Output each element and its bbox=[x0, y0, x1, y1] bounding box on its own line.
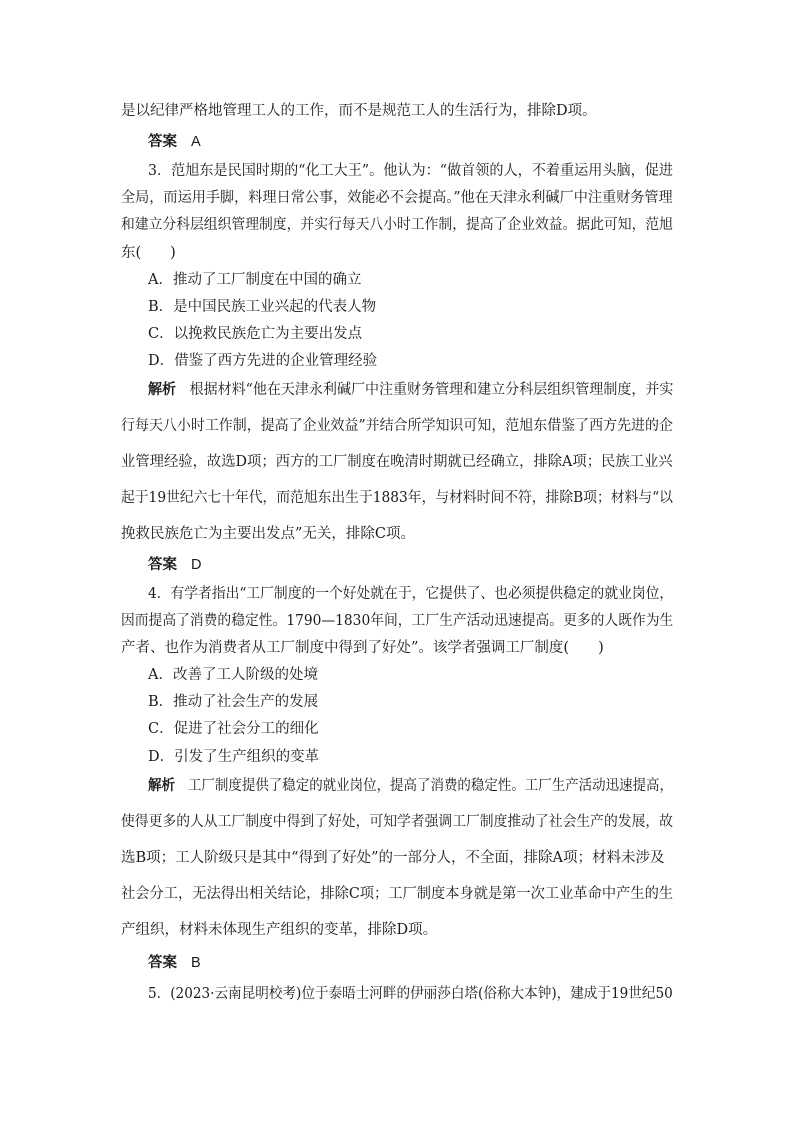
explanation-4-line-4: 社会分工，无法得出相关结论，排除C项；工厂制度本身就是第一次工业革命中产生的生 bbox=[121, 886, 674, 902]
explanation-text: 根据材料“他在天津永利碱厂中注重财务管理和建立分科层组织管理制度，并实 bbox=[189, 382, 674, 398]
question-4-option-d: D．引发了生产组织的变革 bbox=[148, 749, 320, 765]
question-5-line-1: 5．(2023·云南昆明校考)位于泰晤士河畔的伊丽莎白塔(俗称大本钟)，建成于19世纪50 bbox=[148, 986, 673, 1002]
question-4-option-c: C．促进了社会分工的细化 bbox=[148, 721, 319, 737]
explanation-3-line-4: 起于19世纪六七十年代，而范旭东出生于1883年，与材料时间不符，排除B项；材料与“以 bbox=[121, 490, 673, 506]
question-3-option-d: D．借鉴了西方先进的企业管理经验 bbox=[148, 353, 378, 369]
answer-label: 答案 bbox=[148, 955, 177, 971]
answer-q2 bbox=[148, 132, 201, 152]
explanation-3-line-1 bbox=[148, 380, 673, 400]
question-3-line-3: 和建立分科层组织管理制度，并实行每天八小时工作制，提高了企业效益。据此可知，范旭 bbox=[121, 217, 673, 233]
question-4-line-3: 产者、也作为消费者从工厂制度中得到了好处”。该学者强调工厂制度( ) bbox=[121, 640, 604, 656]
explanation-label: 解析 bbox=[148, 382, 177, 398]
explanation-4-line-2: 使得更多的人从工厂制度中得到了好处，可知学者强调工厂制度推动了社会生产的发展，故 bbox=[121, 814, 673, 830]
explanation-3-line-3: 业管理经验，故选D项；西方的工厂制度在晚清时期就已经确立，排除A项；民族工业兴 bbox=[121, 454, 673, 470]
question-4-line-1: 4．有学者指出“工厂制度的一个好处就在于，它提供了、也必须提供稳定的就业岗位， bbox=[148, 586, 674, 602]
explanation-label: 解析 bbox=[148, 778, 175, 794]
question-3-line-4: 东( ) bbox=[121, 245, 176, 261]
question-4-option-b: B．推动了社会生产的发展 bbox=[148, 694, 319, 710]
explanation-3-line-5: 挽救民族危亡为主要出发点”无关，排除C项。 bbox=[121, 526, 416, 542]
question-4-option-a: A．改善了工人阶级的处境 bbox=[148, 667, 318, 683]
explanation-4-line-5: 产组织，材料未体现生产组织的变革，排除D项。 bbox=[121, 922, 438, 938]
question-3-option-b: B．是中国民族工业兴起的代表人物 bbox=[148, 299, 377, 315]
question-4-line-2: 因而提高了消费的稳定性。1790—1830年间，工厂生产活动迅速提高。更多的人既作为生 bbox=[121, 613, 674, 629]
question-3-line-1: 3．范旭东是民国时期的“化工大王”。他认为：“做首领的人，不着重运用头脑，促进 bbox=[148, 163, 673, 179]
question-3-option-c: C．以挽救民族危亡为主要出发点 bbox=[148, 326, 363, 342]
explanation-4-line-3: 选B项；工人阶级只是其中“得到了好处”的一部分人，不全面，排除A项；材料未涉及 bbox=[121, 850, 665, 866]
answer-q3 bbox=[148, 555, 201, 575]
answer-q4 bbox=[148, 953, 201, 973]
explanation-text: 工厂制度提供了稳定的就业岗位，提高了消费的稳定性。工厂生产活动迅速提高， bbox=[187, 778, 673, 794]
answer-value: D bbox=[191, 557, 202, 573]
answer-value: A bbox=[191, 134, 201, 150]
explanation-tail-line: 是以纪律严格地管理工人的工作，而不是规范工人的生活行为，排除D项。 bbox=[121, 103, 597, 119]
answer-value: B bbox=[191, 955, 201, 971]
question-3-option-a: A．推动了工厂制度在中国的确立 bbox=[148, 272, 362, 288]
explanation-3-line-2: 行每天八小时工作制，提高了企业效益”并结合所学知识可知，范旭东借鉴了西方先进的企 bbox=[121, 418, 673, 434]
answer-label: 答案 bbox=[148, 134, 177, 150]
explanation-4-line-1 bbox=[148, 776, 673, 796]
answer-label: 答案 bbox=[148, 557, 177, 573]
question-3-line-2: 全局，而运用手脚，料理日常公事，效能必不会提高。”他在天津永利碱厂中注重财务管理 bbox=[121, 190, 673, 206]
